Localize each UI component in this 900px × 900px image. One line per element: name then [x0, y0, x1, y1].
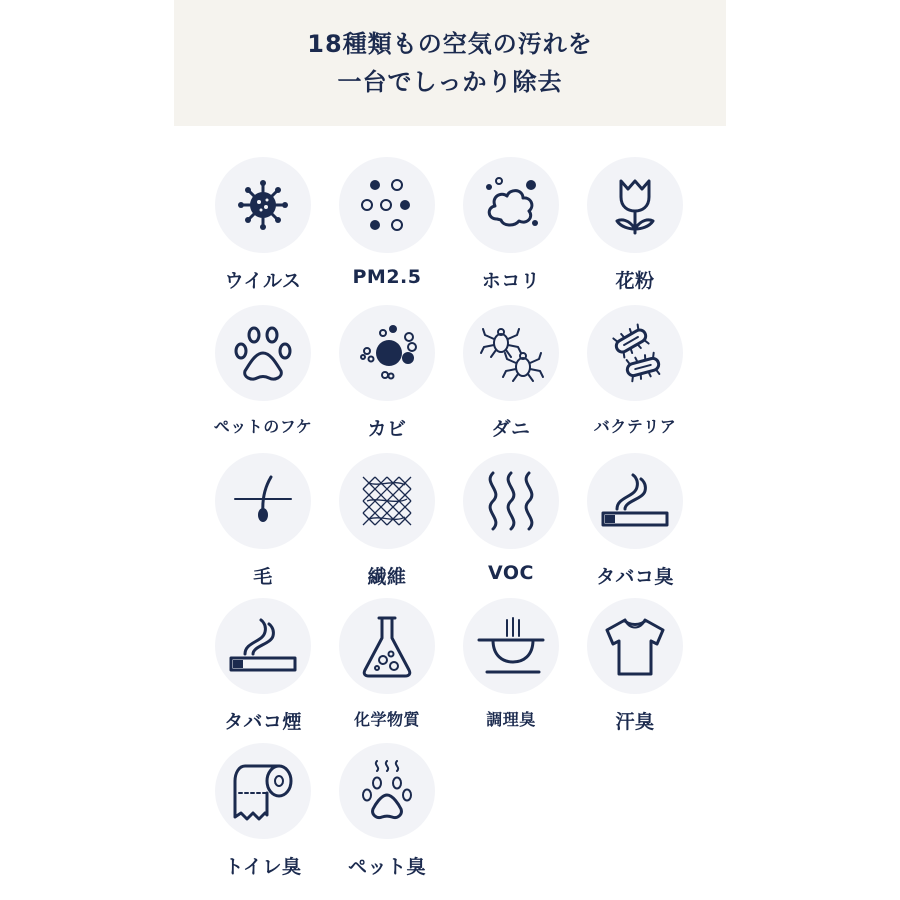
pollutant-label: ウイルス [224, 270, 302, 292]
pollutant-item-pet-dander [201, 305, 325, 437]
pollutant-label: バクテリア [593, 417, 677, 436]
pollutant-item-pm25 [325, 157, 449, 288]
paw-icon [231, 321, 295, 385]
paw-odor-icon [355, 759, 419, 823]
mite-icon [479, 321, 543, 385]
pollutant-item-pet-odor [325, 743, 449, 879]
pollutant-label: 繊維 [367, 566, 407, 588]
flask-icon [355, 614, 419, 678]
header-line-1: 18種類もの空気の汚れを [307, 30, 593, 58]
pollutant-label: 調理臭 [486, 710, 536, 729]
fiber-icon [355, 469, 419, 533]
pm25-icon [355, 173, 419, 237]
pollutant-item-voc [449, 453, 573, 584]
pollutant-item-tobacco-smoke [201, 598, 325, 734]
pollutant-item-pollen [573, 157, 697, 293]
pollutant-label: ホコリ [481, 270, 541, 292]
bacteria-icon [603, 321, 667, 385]
pollutant-item-fiber [325, 453, 449, 589]
pollutant-label: ペット臭 [347, 856, 426, 878]
pollutant-item-bacteria [573, 305, 697, 437]
pollutant-label: PM2.5 [352, 266, 422, 288]
virus-icon [231, 173, 295, 237]
frying-pan-icon [479, 614, 543, 678]
pollutant-item-hair [201, 453, 325, 589]
hair-icon [231, 469, 295, 533]
pollutant-label: タバコ臭 [596, 566, 674, 588]
pollutant-label: カビ [367, 418, 407, 440]
dust-icon [479, 173, 543, 237]
pollutant-label: ダニ [491, 418, 531, 440]
pollutant-item-cooking-odor [449, 598, 573, 730]
pollutant-item-tobacco-odor [573, 453, 697, 589]
pollutant-item-virus [201, 157, 325, 293]
mold-icon [355, 321, 419, 385]
pollutant-label: 毛 [253, 566, 273, 588]
pollutant-label: VOC [488, 562, 534, 584]
pollutant-item-chemicals [325, 598, 449, 730]
cigarette-smoke-icon [231, 614, 295, 678]
pollutant-item-mold [325, 305, 449, 441]
pollutant-label: トイレ臭 [224, 856, 302, 878]
pollutant-item-toilet-odor [201, 743, 325, 879]
voc-icon [479, 469, 543, 533]
cigarette-icon [603, 469, 667, 533]
pollutant-item-dust [449, 157, 573, 293]
pollutant-label: 汗臭 [615, 711, 655, 733]
pollutant-label: タバコ煙 [224, 711, 302, 733]
pollutant-item-mite [449, 305, 573, 441]
pollutant-label: ペットのフケ [213, 417, 313, 436]
pollutant-item-sweat-odor [573, 598, 697, 734]
pollutant-label: 化学物質 [353, 710, 420, 729]
pollen-flower-icon [603, 173, 667, 237]
tshirt-icon [603, 614, 667, 678]
header-line-2: 一台でしっかり除去 [337, 68, 563, 96]
toilet-paper-icon [231, 759, 295, 823]
pollutant-label: 花粉 [615, 270, 655, 292]
